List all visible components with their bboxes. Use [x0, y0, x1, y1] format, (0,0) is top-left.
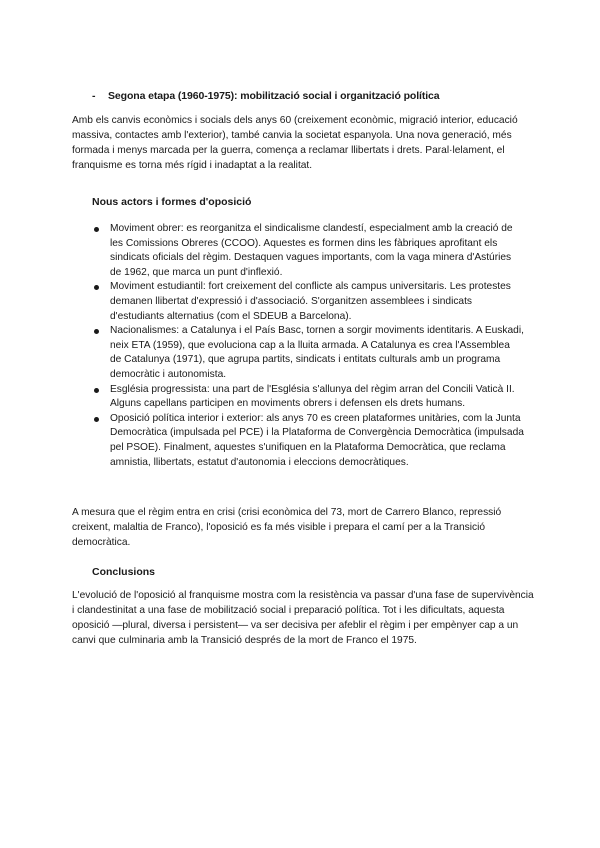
bullet-icon — [94, 227, 99, 232]
list-item — [92, 324, 524, 382]
list-item-text: Oposició política interior i exterior: als anys 70 es creen plataformes unitàries, com la Junta Democràtica (impulsada pel PCE) i la Plataforma de Convergència Democràtica (impulsada pel PSOE). Finalment, aquestes s'unifiquen en la Plataforma Democràtica, que reclama amnistia, llibertats, estatut d'autonomia i eleccions democràtiques. — [110, 412, 524, 468]
heading-dash: - — [92, 90, 96, 102]
closing-paragraph: A mesura que el règim entra en crisi (crisi econòmica del 73, mort de Carrero Blanco, repressió creixent, malaltia de Franco), l'oposició es fa més visible i prepara el camí per a la Transició democràtica. — [72, 507, 502, 549]
list-item — [92, 383, 524, 412]
bullet-icon — [94, 285, 99, 290]
conclusions-paragraph: L'evolució de l'oposició al franquisme mostra com la resistència va passar d'una fase de supervivència i clandestinitat a una fase de mobilització social i preparació política. Tot i les dificultats, aquesta oposició —plural, diversa i persistent— va ser decisiva per afeblir el règim i per empènyer cap a un canvi que culminaria amb la Transició després de la mort de Franco el 1975. — [72, 590, 534, 647]
bullet-icon — [94, 329, 99, 334]
actors-list — [92, 222, 524, 470]
section-heading — [92, 90, 440, 102]
list-item-text: Moviment estudiantil: fort creixement del conflicte als campus universitaris. Les protestes demanen llibertat d'expressió i d'associació. S'organitzen assemblees i sindicats d'estudiants alternatius (com el SDEUB a Barcelona). — [110, 281, 511, 322]
list-item — [92, 222, 524, 280]
conclusions-subheading: Conclusions — [92, 566, 156, 578]
bullet-icon — [94, 417, 99, 422]
actors-subheading: Nous actors i formes d'oposició — [92, 196, 252, 208]
list-item-text: Nacionalismes: a Catalunya i el País Basc, tornen a sorgir moviments identitaris. A Euskadi, neix ETA (1959), que evoluciona cap a la lluita armada. A Catalunya es crea l'Assemblea de Catalunya (1971), que agrupa partits, sindicats i entitats culturals amb un programa democràtic i autonomista. — [110, 325, 524, 380]
intro-paragraph: Amb els canvis econòmics i socials dels anys 60 (creixement econòmic, migració interior, educació massiva, contactes amb l'exterior), també canvia la societat espanyola. Una nova generació, més formada i menys marcada per la guerra, comença a reclamar llibertats i drets. Paral·lelament, el franquisme es torna més rígid i inadaptat a la realitat. — [72, 115, 518, 172]
list-item — [92, 412, 524, 470]
list-item-text: Moviment obrer: es reorganitza el sindicalisme clandestí, especialment amb la creació de les Comissions Obreres (CCOO). Aquestes es formen dins les fàbriques aprofitant els sindicats oficials del règim. Destaquen vagues importants, com la vaga minera d'Astúries de 1962, que marca un punt d'inflexió. — [110, 223, 513, 278]
list-item — [92, 280, 524, 324]
section-heading-text: Segona etapa (1960-1975): mobilització social i organització política — [108, 90, 440, 102]
bullet-icon — [94, 388, 99, 393]
list-item-text: Església progressista: una part de l'Església s'allunya del règim arran del Concili Vaticà II. Alguns capellans participen en moviments obrers i defensen els drets humans. — [110, 383, 515, 410]
